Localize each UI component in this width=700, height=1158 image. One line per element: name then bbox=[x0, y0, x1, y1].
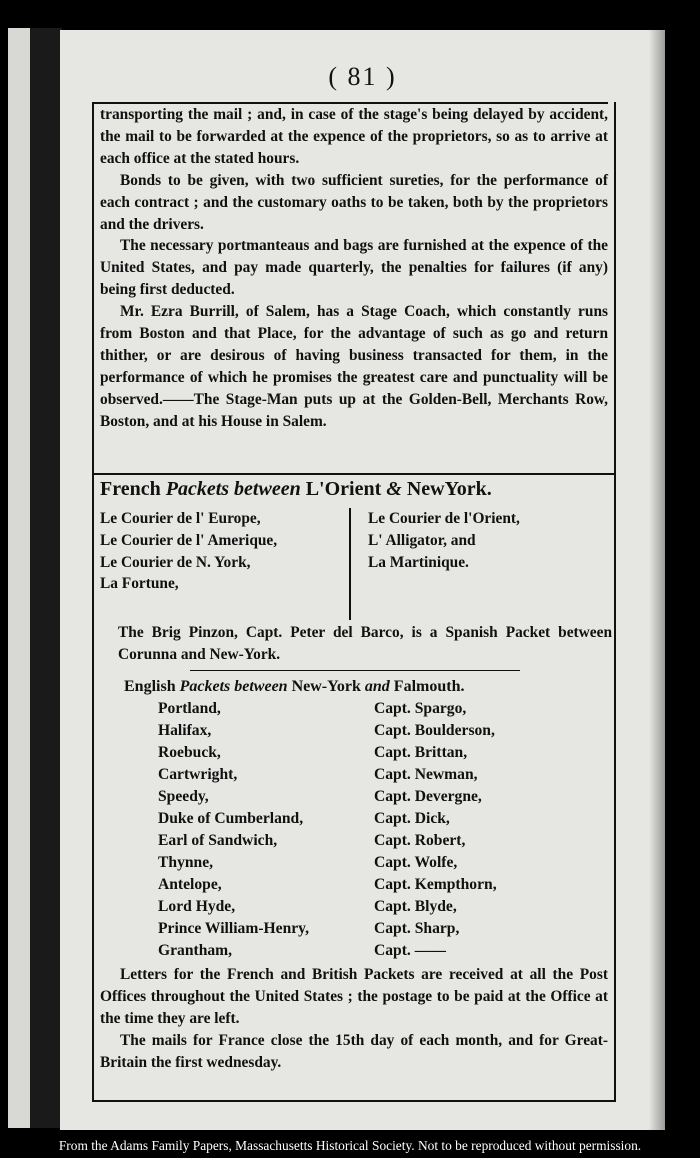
captain-name: Capt. —— bbox=[374, 942, 446, 959]
mail-section bbox=[100, 104, 608, 433]
french-packet-item: Le Courier de l' Amerique, bbox=[100, 531, 278, 549]
brig-pinzon-note: The Brig Pinzon, Capt. Peter del Barco, is a Spanish Packet between Corunna and New-York. bbox=[118, 624, 612, 663]
paragraph-transport: transporting the mail ; and, in case of the stage's being delayed by accident, the mail to be forwarded at the expence of the proprietors, so as to arrive at each office at the stated hours. bbox=[100, 106, 608, 167]
captain-name: Capt. Wolfe, bbox=[374, 854, 458, 871]
french-packet-item: L' Alligator, and bbox=[368, 531, 476, 549]
captain-name: Capt. Sharp, bbox=[374, 920, 460, 937]
captain-name: Capt. Robert, bbox=[374, 832, 466, 849]
captain-name: Capt. Devergne, bbox=[374, 788, 482, 805]
page-number: ( 81 ) bbox=[328, 62, 397, 91]
book-page bbox=[60, 30, 665, 1130]
ship-name: Earl of Sandwich, bbox=[158, 832, 278, 849]
ship-name: Speedy, bbox=[158, 788, 209, 805]
copyright-footer: From the Adams Family Papers, Massachusetts Historical Society. Not to be reproduced without permission. bbox=[58, 1138, 642, 1153]
captain-name: Capt. Spargo, bbox=[374, 700, 467, 717]
postal-notes bbox=[100, 964, 608, 1074]
paragraph-portmanteaus: The necessary portmanteaus and bags are furnished at the expence of the United States, and pay made quarterly, the penalties for failures (if any) being first deducted. bbox=[100, 237, 608, 299]
ship-name: Cartwright, bbox=[158, 766, 238, 783]
french-packet-item: Le Courier de N. York, bbox=[100, 553, 251, 571]
ship-name: Duke of Cumberland, bbox=[158, 810, 304, 827]
page-edge bbox=[8, 28, 30, 1128]
paragraph-bonds: Bonds to be given, with two sufficient sureties, for the performance of each contract ; and the customary oaths to be taken, both by the proprietors and the drivers. bbox=[100, 171, 608, 233]
ship-name: Roebuck, bbox=[158, 744, 221, 761]
ship-name: Thynne, bbox=[158, 854, 214, 871]
french-packets-left-column bbox=[100, 508, 277, 595]
french-packets-title: French Packets between L'Orient & NewYork. bbox=[100, 478, 492, 500]
french-packets-right-column bbox=[368, 508, 520, 573]
captain-name: Capt. Dick, bbox=[374, 810, 450, 827]
captain-name: Capt. Brittan, bbox=[374, 744, 468, 761]
captain-name: Capt. Kempthorn, bbox=[374, 876, 497, 893]
column-divider bbox=[349, 508, 351, 620]
french-packet-item: La Martinique. bbox=[368, 553, 469, 571]
ship-name: Prince William-Henry, bbox=[158, 920, 310, 937]
french-packet-item: Le Courier de l' Europe, bbox=[100, 510, 261, 527]
french-packet-item: La Fortune, bbox=[100, 575, 179, 593]
captain-name: Capt. Newman, bbox=[374, 766, 478, 783]
paragraph-letters: Letters for the French and British Packets are received at all the Post Offices throughout the United States ; the postage to be paid at the Office at the time they are left. bbox=[100, 966, 608, 1027]
ship-name: Grantham, bbox=[158, 942, 233, 959]
captain-name: Capt. Boulderson, bbox=[374, 722, 495, 739]
section-divider bbox=[92, 473, 614, 475]
ship-name: Lord Hyde, bbox=[158, 898, 236, 915]
paragraph-mails-close: The mails for France close the 15th day of each month, and for Great-Britain the first wednesday. bbox=[100, 1031, 608, 1071]
english-packets-title: English Packets between New-York and Falmouth. bbox=[124, 678, 465, 695]
bottom-rule bbox=[92, 1100, 614, 1102]
page-gutter-shadow bbox=[649, 30, 665, 1130]
captain-name: Capt. Blyde, bbox=[374, 898, 457, 915]
short-divider bbox=[190, 670, 520, 671]
ship-name: Antelope, bbox=[158, 876, 222, 893]
ship-name: Portland, bbox=[158, 700, 221, 717]
french-packet-item: Le Courier de l'Orient, bbox=[368, 510, 520, 527]
paragraph-stage-coach: Mr. Ezra Burrill, of Salem, has a Stage Coach, which constantly runs from Boston and that Place, for the advantage of such as go and return thither, or are desirous of having business transacted for them, in the performance of which he promises the greatest care and punctuality will be observed.——The Stage-Man puts up at the Golden-Bell, Merchants Row, Boston, and at his House in Salem. bbox=[100, 303, 608, 430]
ship-name: Halifax, bbox=[158, 722, 212, 739]
